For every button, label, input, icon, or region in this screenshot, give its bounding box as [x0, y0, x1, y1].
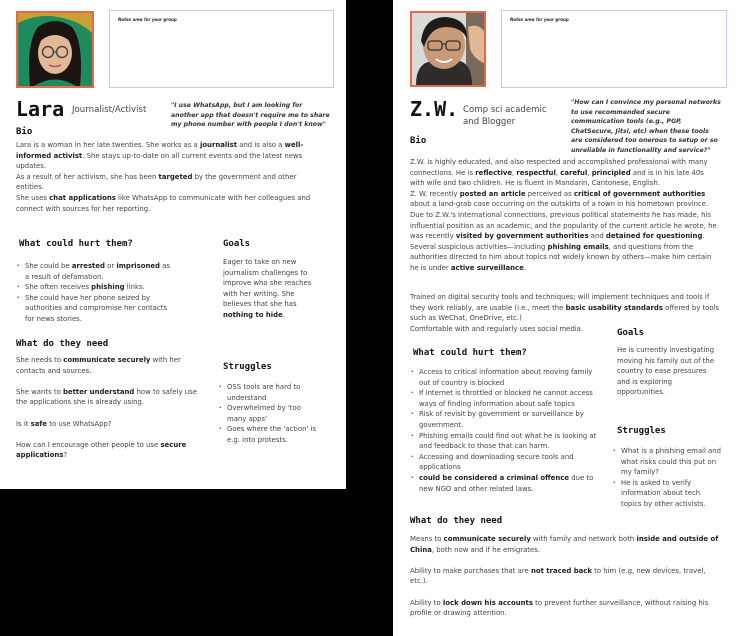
- struggles-list: [612, 446, 722, 510]
- goals-heading: Goals: [223, 239, 251, 249]
- bio-extra-text: [410, 292, 720, 334]
- bio-heading: Bio: [410, 136, 427, 146]
- paragraph: Z. W. recently posted an article perceived as critical of government authorities about a land-grab case occurring on the outskirts of a town in his hometown province. Due to Z.W.'s international connections, previous political statements he has made, his influential position as an academic, and the popularity of the current article he wrote, he was recently visited by government authorities and detained for questioning. Several suspicious activities—including phishing emails, and questions from the authorities directed to him about topics not widely known by others—make him certain he is under active surveillance.: [410, 189, 717, 272]
- list-item: · What is a phishing email and what risks could this put on my family?: [612, 446, 722, 478]
- paragraph: Eager to take on new journalism challenges to improve who she reaches with her writing. She believes that she has nothing to hide.: [223, 258, 312, 319]
- persona-card-lara: [0, 0, 346, 489]
- persona-quote: "I use WhatsApp, but I am looking for another app that doesn't require me to share my phone number with people I don't know": [171, 102, 330, 128]
- needs-heading: What do they need: [16, 339, 109, 349]
- paragraph: She wants to better understand how to safely use the applications she is already using.: [16, 387, 197, 407]
- needs-text: [16, 355, 206, 472]
- needs-heading: What do they need: [410, 516, 503, 526]
- list-item: · He is asked to verify information about tech topics by other activists.: [612, 478, 722, 510]
- list-item: · She could have her phone seized by authorities and compromise her contacts for news stories.: [16, 293, 172, 325]
- persona-quote: "How can I convince my personal networks to use recommended secure communication tools (e.g., PGP, ChatSecure, Jitsi, etc) when these tools are considered too onerous to setup or so unreliable in functionality and service?": [571, 99, 721, 154]
- paragraph: Means to communicate securely with family and network both inside and outside of China, both now and if he emigrates.: [410, 535, 719, 554]
- list-item: · If internet is throttled or blocked he cannot access ways of finding information about safe topics: [410, 388, 598, 409]
- struggles-heading: Struggles: [617, 426, 666, 436]
- paragraph: She needs to communicate securely with her contacts and sources.: [16, 356, 181, 375]
- list-item: · Phishing emails could find out what he is looking at and feedback to those that can harm.: [410, 431, 598, 452]
- notes-area[interactable]: [109, 10, 334, 88]
- list-item: · Overwhelmed by 'too many apps': [218, 403, 318, 424]
- persona-card-zw: [393, 0, 740, 636]
- persona-name: Z.W.: [410, 97, 459, 121]
- portrait-man-icon: [412, 13, 484, 85]
- hurt-list: [16, 261, 172, 325]
- persona-role: Journalist/Activist: [72, 105, 147, 115]
- notes-area-label: Notes area for your group: [118, 17, 177, 22]
- paragraph: Comfortable with and regularly uses social media.: [410, 324, 584, 333]
- persona-name: Lara: [16, 97, 65, 121]
- hurt-list: [410, 367, 598, 494]
- paragraph: As a result of her activism, she has been targeted by the government and other entities.: [16, 172, 297, 192]
- list-item: · She could be arrested or imprisoned as a result of defamation.: [16, 261, 172, 282]
- bio-text: [16, 140, 316, 214]
- paragraph: Ability to make purchases that are not traced back to him (e.g, new devices, travel, etc.).: [410, 566, 706, 586]
- list-item: · Access to critical information about moving family out of country is blocked: [410, 367, 598, 388]
- paragraph: She uses chat applications like WhatsApp to communicate with her colleagues and connect with sources for her reporting.: [16, 193, 311, 213]
- paragraph: Lara is a woman in her late twenties. She works as a journalist and is also a well-informed activist. She stays up-to-date on all current events and the latest news updates.: [16, 141, 304, 171]
- list-item: · could be considered a criminal offence due to new NGO and other related laws.: [410, 473, 598, 494]
- bio-text: [410, 157, 720, 274]
- portrait-young-woman-icon: [18, 13, 92, 86]
- hurt-heading: What could hurt them?: [19, 239, 133, 249]
- list-item: · OSS tools are hard to understand: [218, 382, 318, 403]
- needs-text: [410, 534, 725, 629]
- paragraph: Z.W. is highly educated, and also respected and accomplished professional with many connections. He is reflective, respectful, careful, principled and is in his late 40s with wife and two children. He is fluent in Mandarin, Cantonese, English.: [410, 158, 708, 188]
- paragraph: Is it safe to use WhatsApp?: [16, 419, 112, 428]
- paragraph: Trained on digital security tools and techniques; will implement techniques and tools if they work reliably, are usable (i.e., meet the basic usability standards offered by tools such as WeChat, OneDrive, etc.): [410, 293, 720, 323]
- goals-text: [617, 345, 715, 398]
- goals-text: [223, 257, 315, 321]
- avatar: [410, 11, 486, 87]
- hurt-heading: What could hurt them?: [413, 348, 527, 358]
- notes-area-label: Notes area for your group: [510, 17, 569, 22]
- paragraph: Ability to lock down his accounts to prevent further surveillance, without raising his profile or drawing attention.: [410, 598, 709, 618]
- bio-heading: Bio: [16, 127, 33, 137]
- paragraph: He is currently investigating moving his family out of the country to ease pressures and is exploring opportunities.: [617, 346, 715, 397]
- list-item: · She often receives phishing links.: [16, 282, 172, 293]
- struggles-heading: Struggles: [223, 362, 272, 372]
- struggles-list: [218, 382, 318, 446]
- persona-role: Comp sci academic and Blogger: [463, 105, 547, 127]
- avatar: [16, 11, 94, 88]
- notes-area[interactable]: [501, 10, 727, 88]
- list-item: · Accessing and downloading secure tools and applications: [410, 452, 598, 473]
- goals-heading: Goals: [617, 328, 645, 338]
- list-item: · Risk of revisit by government or surveillance by government.: [410, 409, 598, 430]
- list-item: · Goes where the 'action' is e.g. into protests.: [218, 424, 318, 445]
- paragraph: How can I encourage other people to use secure applications?: [16, 440, 187, 460]
